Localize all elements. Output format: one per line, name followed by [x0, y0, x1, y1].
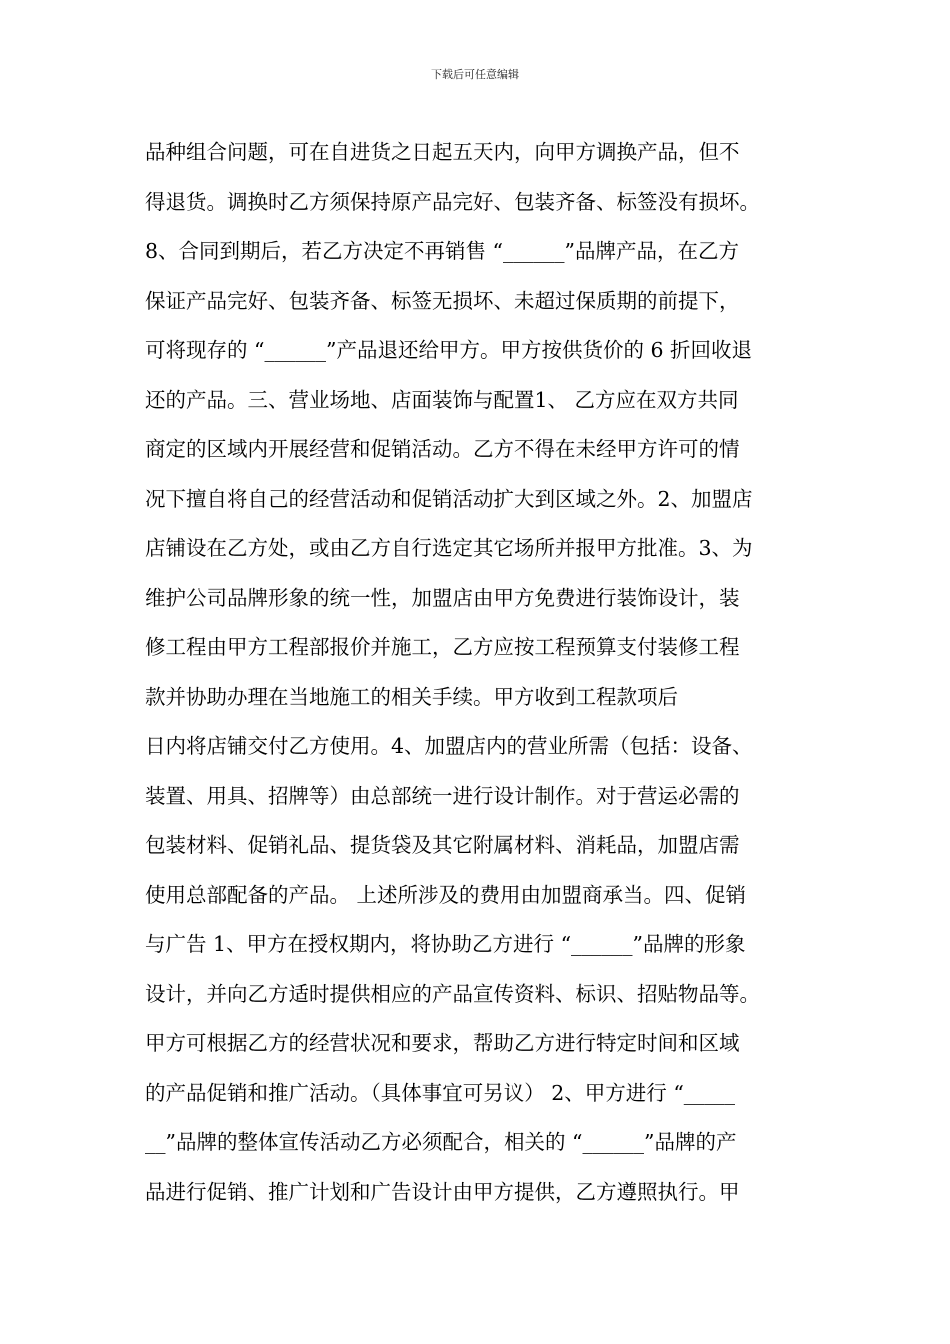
text-line-12: 款并协助办理在当地施工的相关手续。甲方收到工程款项后 [145, 684, 678, 709]
text-line-17: 与广告 1、甲方在授权期内，将协助乙方进行 “______”品牌的形象 [145, 932, 746, 956]
text-line-10: 维护公司品牌形象的统一性，加盟店由甲方免费进行装饰设计，装 [145, 585, 740, 610]
text-line-16: 使用总部配备的产品。 上述所涉及的费用由加盟商承当。四、促销 [145, 882, 747, 907]
text-line-21: __”品牌的整体宣传活动乙方必须配合，相关的 “______”品牌的产 [145, 1130, 737, 1154]
page-header-note: 下载后可任意编辑 [431, 68, 519, 81]
text-line-20: 的产品促销和推广活动。（具体事宜可另议） 2、甲方进行 “_____ [145, 1080, 736, 1105]
text-line-19: 甲方可根据乙方的经营状况和要求，帮助乙方进行特定时间和区域 [145, 1031, 740, 1055]
text-line-3: 8、合同到期后，若乙方决定不再销售 “______”品牌产品，在乙方 [145, 239, 740, 263]
text-line-8: 况下擅自将自己的经营活动和促销活动扩大到区域之外。2、加盟店 [145, 486, 753, 511]
contract-body-text [145, 134, 815, 1223]
text-line-15: 包装材料、促销礼品、提货袋及其它附属材料、消耗品，加盟店需 [145, 833, 740, 857]
text-line-1: 品种组合问题，可在自进货之日起五天内，向甲方调换产品，但不 [145, 140, 740, 164]
text-line-5: 可将现存的 “______”产品退还给甲方。甲方按供货价的 6 折回收退 [145, 338, 753, 362]
text-line-13: 日内将店铺交付乙方使用。4、加盟店内的营业所需（包括：设备、 [145, 734, 753, 758]
text-line-2: 得退货。调换时乙方须保持原产品完好、包装齐备、标签没有损坏。 [145, 189, 760, 214]
text-line-14: 装置、用具、招牌等）由总部统一进行设计制作。对于营运必需的 [145, 783, 740, 808]
text-line-7: 商定的区域内开展经营和促销活动。乙方不得在未经甲方许可的情 [145, 437, 740, 461]
text-line-6: 还的产品。三、营业场地、店面装饰与配置1、 乙方应在双方共同 [145, 387, 739, 412]
text-line-4: 保证产品完好、包装齐备、标签无损坏、未超过保质期的前提下， [145, 288, 740, 313]
text-line-9: 店铺设在乙方处，或由乙方自行选定其它场所并报甲方批准。3、为 [145, 536, 753, 560]
text-line-18: 设计，并向乙方适时提供相应的产品宣传资料、标识、招贴物品等。 [145, 981, 760, 1006]
text-line-11: 修工程由甲方工程部报价并施工，乙方应按工程预算支付装修工程 [145, 635, 740, 659]
text-line-22: 品进行促销、推广计划和广告设计由甲方提供，乙方遵照执行。甲 [145, 1179, 740, 1204]
